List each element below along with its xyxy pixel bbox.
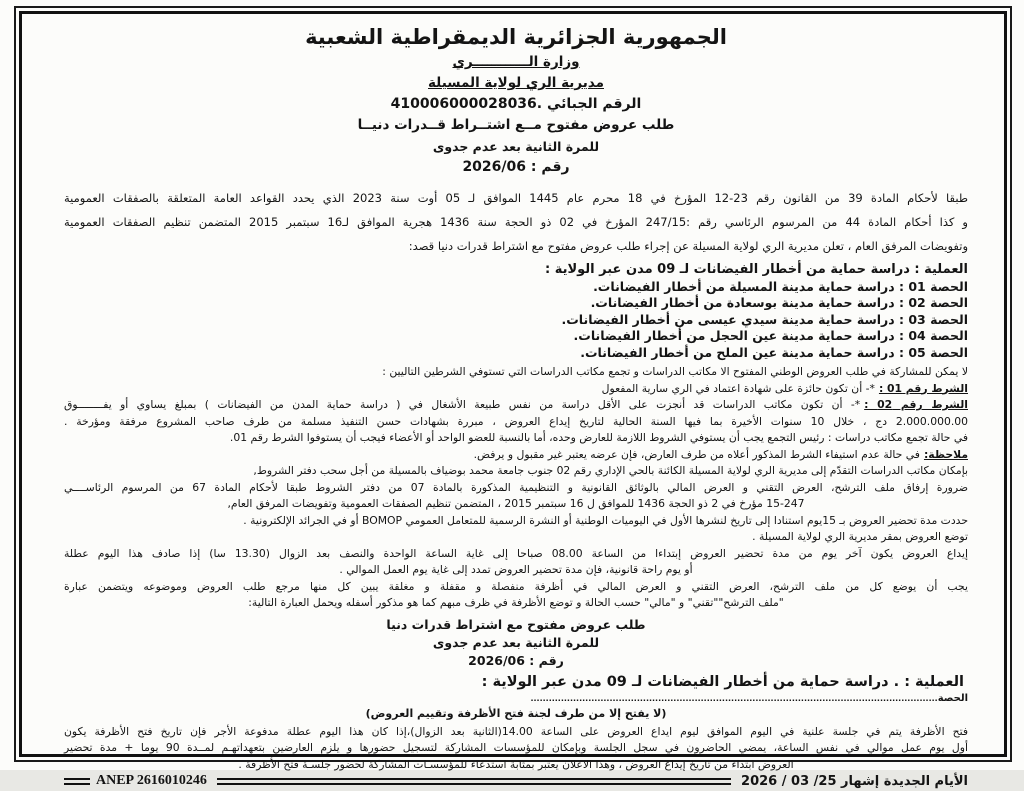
note-text: في حالة عدم استيفاء الشرط المذكور أعلاه من طرف العارض، فإن عرضه يعتبر غير مقبول و يرفض. <box>473 447 920 461</box>
opening-section <box>64 724 968 774</box>
opening-line-2: أول يوم عمل موالي في نفس الساعة، يمضي الحاضرون في سجل الجلسة وبإمكان للمؤسسات المشاركة لتسجيل حضورها و يلزم العارضين بتعهداتهـم لمــدة 90 يوما + مدة تحضير <box>64 741 968 754</box>
lot-item-4: الحصة 04 : دراسة حماية مدينة عين الحجل من أخطار الفيضانات. <box>573 328 968 343</box>
journal-date: الأيام الجديدة إشهار 25/ 03 / 2026 <box>741 773 968 789</box>
footer <box>64 773 968 791</box>
lot-item-3: الحصة 03 : دراسة حماية مدينة سيدي عيسى من أخطار الفيضانات. <box>561 311 968 327</box>
tax-id: الرقم الجبائي .410006000028036 <box>390 96 642 112</box>
condition-2 <box>64 397 968 414</box>
tender-attempt: للمرة الثانية بعد عدم جدوى <box>432 139 600 154</box>
envelope-lot-dots: ...................................................................................................................................... <box>530 693 938 703</box>
intro-line-2: و كذا أحكام المادة 44 من المرسوم الرئاسي رقم :247/15 المؤرخ في 02 ذو الحجة سنة 1436 هجرية الموافق لـ16 سبتمبر 2015 المتضمن تنظيم الصفقات العمومية <box>64 215 968 229</box>
tender-number: رقم : 2026/06 <box>462 159 570 175</box>
lot-item-2: الحصة 02 : دراسة حماية مدينة بوسعادة من أخطار الفيضانات. <box>590 295 968 310</box>
envelope-operation: العملية : . دراسة حماية من أخطار الفيضانات لـ 09 مدن عبر الولاية : <box>481 673 964 690</box>
condition-1 <box>64 381 968 398</box>
envelope-inscription <box>64 616 968 722</box>
envelope-line-3: رقم : 2026/06 <box>468 652 564 668</box>
withdraw-rule: بإمكان مكاتب الدراسات التقدّم إلى مديرية الري لولاية المسيلة الكائنة بالحي الإداري رقم 02 جنوب جامعة محمد بوضياف بالمسيلة من أجل سحب دفتر الشروط, <box>253 464 968 477</box>
intro-line-3: وتفويضات المرفق العام ، تعلن مديرية الري لولاية المسيلة عن إجراء طلب عروض مفتوح مع اشتراط قدرات دنيا قصد: <box>408 239 968 253</box>
country-title: الجمهورية الجزائرية الديمقراطية الشعبية <box>305 25 727 49</box>
lot-item-1: الحصة 01 : دراسة حماية مدينة المسيلة من أخطار الفيضانات. <box>593 278 968 294</box>
envelope-lot-line <box>364 692 968 705</box>
operation-title: العملية : دراسة حماية من أخطار الفيضانات لـ 09 مدن عبر الولاية : <box>544 262 968 277</box>
deposit-place: توضع العروض بمقر مديرية الري لولاية المسيلة . <box>752 530 968 543</box>
preparation-duration: حددت مدة تحضير العروض بـ 15يوم استنادا إلى تاريخ لنشرها الأول في اليوميات الوطنية أو النشرة الرسمية للمتعامل العمومي BOMOP أو في الجرائد الإلكترونية . <box>243 513 968 527</box>
envelope-line-2: للمرة الثانية بعد عدم جدوى <box>432 634 600 650</box>
deposit-rule-1: إيداع العروض يكون آخر يوم من مدة تحضير العروض إبتداءا من الساعة 08.00 صباحا إلى غاية الساعة الواحدة والنصف بعد الزوال (13.30 سا) إذا صادف هذا اليوم عطلة <box>64 546 968 560</box>
note-line <box>64 447 968 464</box>
footer-rule-center <box>217 778 731 785</box>
legal-intro <box>64 186 968 258</box>
anep-reference: ANEP 2616010246 <box>96 773 207 788</box>
condition-2-amount: 2.000.000.00 دج ، خلال 10 سنوات الأخيرة بما فيها السنة الحالية لتاريخ إيداع العروض ، مبررة بشهادات حسن التنفيذ مسلمة من طرف صاحب المشروع مرفقة ومؤرخة . <box>64 414 969 428</box>
condition-1-text: *- أن تكون حائزة على شهادة اعتماد في الري سارية المفعول <box>601 381 875 395</box>
grouping-rule: في حالة تجمع مكاتب دراسات : رئيس التجمع يجب أن يستوفي الشروط اللازمة للعارض وحده، أما بالنسبة للعضو الواحد أو الأعضاء فيجب أن يستوفوا الشرط رقم 01. <box>229 431 968 444</box>
envelope-line-1: طلب عروض مفتوح مع اشتراط قدرات دنيا <box>386 616 646 632</box>
envelopes-rule-1: يجب أن يوضع كل من ملف الترشح، العرض التقني و العرض المالي في أظرفة منفصلة و مقفلة و مغلقة يبين كل منها مرجع طلب العروض وموضوعه ويتضمن عبارة <box>64 579 968 593</box>
opening-line-3: العروض ابتداء من تاريخ إيداع العروض ، وهذا الاعلان يعتبر بمثابة استدعاء للمؤسسـات المشاركة لحضور جلسـة فتح الأظرفة . <box>238 757 794 771</box>
documents-rule-1: ضرورة إرفاق ملف الترشح، العرض التقني و العرض المالي بالوثائق القانونية و التنظيمية المذكورة بالمادة 07 من دفتر الشروط طبقا لأحكام المادة 67 من المرسوم الرئاســــي <box>64 480 968 494</box>
directorate-name: مديرية الري لولاية المسيلة <box>428 75 604 91</box>
lot-item-5: الحصة 05 : دراسة حماية مدينة عين الملح من أخطار الفيضانات. <box>580 344 968 360</box>
footer-rule-left <box>64 778 90 785</box>
intro-line-1: طبقا لأحكام المادة 39 من القانون رقم 23-12 المؤرخ في 18 محرم عام 1445 الموافق لـ 05 أوت سنة 2023 الذي يحدد القواعد العامة المتعلقة بالصفقات العمومية <box>64 191 968 205</box>
documents-rule-2: 15-247 مؤرخ في 2 ذو الحجة 1436 للموافق ل 16 سبتمبر 2015 ، المتضمن تنظيم الصفقات العمومية وتفويضات المرفق العام, <box>227 497 805 510</box>
conditions-section <box>64 364 968 612</box>
page-content <box>30 18 994 789</box>
condition-2-label: الشرط رقم 02 : <box>864 398 968 411</box>
envelope-lot-label: الحصة <box>937 692 968 704</box>
tender-type: طلب عروض مفتوح مــع اشتــراط قــدرات دنيــا <box>357 117 675 133</box>
note-label: ملاحظة: <box>923 447 968 461</box>
operation-section <box>64 262 968 361</box>
opening-line-1: فتح الأظرفة يتم في جلسة علنية في اليوم الموافق ليوم ايداع العروض على الساعة 14.00(الثانية بعد الزوال)،إذا كان هذا اليوم عطلة مدفوعة الأجر فإن تاريخ فتح الأظرفة يكون <box>64 724 968 738</box>
deposit-rule-2: أو يوم راحة قانونية، فإن مدة تحضير العروض تمدد إلى غاية يوم العمل الموالي . <box>339 563 693 576</box>
envelopes-rule-2: "ملف الترشح""تقني" و "مالي" حسب الحالة و توضع الأظرفة في ظرف مبهم كما هو مذكور أسفله ويحمل العبارة التالية: <box>248 596 784 609</box>
condition-2-text: *- أن تكون مكاتب الدراسات قد أنجزت على الأقل دراسة من نفس طبيعة الأشغال في ( دراسة حماية المدن من الفيضانات ) بمبلغ يساوي أو يفــــــــوق <box>64 398 861 411</box>
condition-1-label: الشرط رقم 01 : <box>878 381 968 395</box>
ministry-name: وزارة الــــــــــــري <box>452 54 580 70</box>
participation-rule: لا يمكن للمشاركة في طلب العروض الوطني المفتوح الا مكاتب الدراسات و تجمع مكاتب الدراسات التي تستوفي الشرطين التاليين : <box>382 365 968 378</box>
envelope-warning: (لا يفتح إلا من طرف لجنة فتح الأظرفة وتقييم العروض) <box>365 706 667 720</box>
